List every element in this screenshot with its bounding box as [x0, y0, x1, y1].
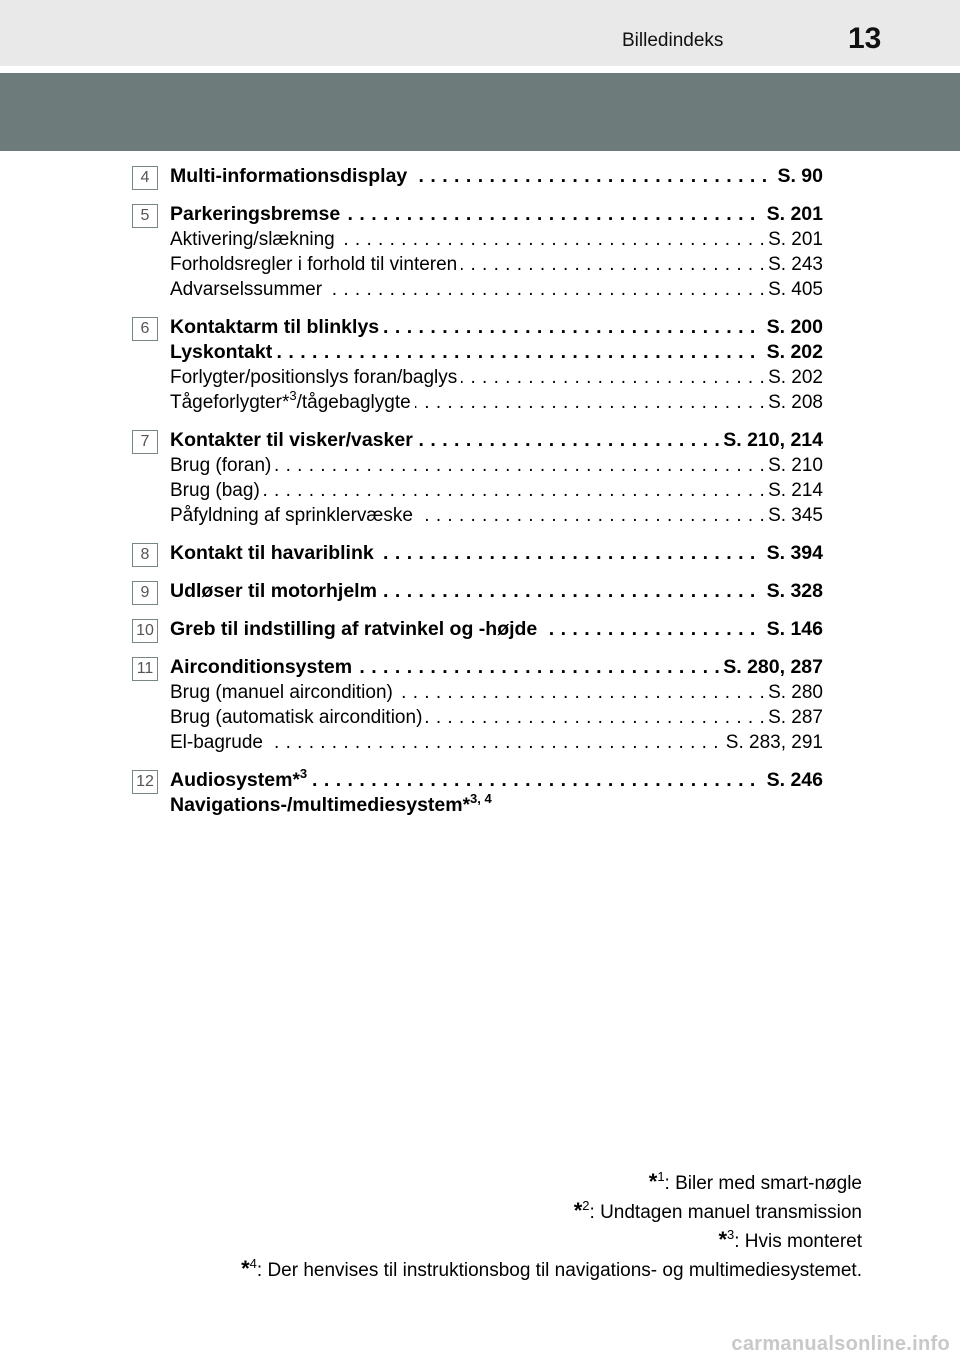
entry-label — [170, 541, 378, 566]
index-group — [0, 655, 960, 755]
entry-label — [170, 227, 339, 252]
index-group — [0, 202, 960, 302]
entry-label-text: Aktivering/slækning — [170, 229, 335, 250]
footnote-number: 1 — [657, 1168, 665, 1184]
entry-label — [170, 655, 356, 680]
entry-label-text: Tågeforlygter — [170, 392, 282, 413]
entry-label — [170, 365, 461, 390]
footnote — [241, 1226, 862, 1255]
footnote-number: 4 — [249, 1255, 257, 1271]
entry-label — [170, 453, 275, 478]
entry-label — [170, 478, 264, 503]
page-reference[interactable]: S. 201 — [763, 202, 823, 227]
entry-label — [170, 793, 496, 818]
entry-label-text: Kontaktarm til blinklys — [170, 316, 380, 338]
index-entry-sub[interactable] — [170, 252, 823, 277]
footnote-text: : Hvis monteret — [734, 1231, 862, 1252]
callout-number-badge: 4 — [132, 166, 158, 190]
callout-number-badge: 5 — [132, 204, 158, 228]
callout-number-badge: 9 — [132, 581, 158, 605]
entry-label-text: Påfyldning af sprinklervæske — [170, 505, 413, 526]
entry-label-text: Udløser til motorhjelm — [170, 580, 377, 602]
footnote-star: * — [241, 1256, 250, 1281]
index-entry-sub[interactable] — [170, 705, 823, 730]
entry-label — [170, 730, 267, 755]
index-group — [0, 768, 960, 818]
index-entry-main[interactable] — [170, 617, 823, 642]
header-band — [0, 73, 960, 151]
index-group — [0, 579, 960, 604]
entry-label-text: Audiosystem — [170, 769, 293, 791]
entry-label-text: Airconditionsystem — [170, 656, 353, 678]
footnote-ref: 3 — [289, 390, 297, 403]
entry-label — [170, 503, 417, 528]
page-reference[interactable]: S. 345 — [764, 503, 823, 528]
entry-label — [170, 705, 426, 730]
entry-label — [170, 680, 397, 705]
page-reference[interactable]: S. 202 — [763, 340, 823, 365]
footnote-text: : Biler med smart-nøgle — [664, 1173, 862, 1194]
section-title: Billedindeks — [622, 30, 724, 51]
index-entry-main[interactable] — [170, 202, 823, 227]
entry-label-text: Advarselssummer — [170, 279, 323, 300]
entry-label-text: Navigations-/multimediesystem — [170, 794, 463, 816]
footnote — [241, 1168, 862, 1197]
index-entry-sub[interactable] — [170, 453, 823, 478]
callout-number-badge: 11 — [132, 657, 158, 681]
entry-label-text: Kontakter til visker/vasker — [170, 429, 413, 451]
index-entry-main[interactable] — [170, 655, 823, 680]
entry-label — [170, 428, 417, 453]
entry-label — [170, 252, 461, 277]
index-entry-sub[interactable] — [170, 277, 823, 302]
index-entry-main[interactable] — [170, 164, 823, 189]
entry-label — [170, 315, 383, 340]
entry-label — [170, 768, 311, 793]
entry-label-text: Lyskontakt — [170, 341, 273, 363]
entry-label — [170, 277, 326, 302]
footnote-star: * — [281, 392, 290, 413]
page-reference[interactable]: S. 200 — [763, 315, 823, 340]
index-group — [0, 315, 960, 415]
page-reference[interactable]: S. 394 — [763, 541, 823, 566]
page-reference[interactable]: S. 328 — [763, 579, 823, 604]
index-group — [0, 164, 960, 189]
index-entry-main[interactable] — [170, 315, 823, 340]
index-entry-main[interactable] — [170, 768, 823, 793]
page-reference[interactable]: S. 243 — [764, 252, 823, 277]
page-reference[interactable]: S. 405 — [764, 277, 823, 302]
header-strip — [0, 0, 960, 66]
index-entry-sub[interactable] — [170, 390, 823, 415]
index-entry-main[interactable] — [170, 428, 823, 453]
index-entry-sub[interactable] — [170, 680, 823, 705]
entry-label-text: Forholdsregler i forhold til vinteren — [170, 254, 458, 275]
entry-label-text: El-bagrude — [170, 732, 263, 753]
entry-label-text: Brug (automatisk aircondition) — [170, 707, 423, 728]
entry-label — [170, 617, 541, 642]
entry-label — [170, 579, 381, 604]
index-entry-main[interactable] — [170, 793, 823, 818]
footnote-star: * — [292, 770, 300, 791]
entry-label-text: Brug (foran) — [170, 455, 272, 476]
footnote — [241, 1255, 862, 1284]
watermark: carmanualsonline.info — [731, 1333, 950, 1355]
index-entry-sub[interactable] — [170, 503, 823, 528]
footnotes — [241, 1168, 862, 1284]
page-reference[interactable]: S. 146 — [763, 617, 823, 642]
footnote-text: : Undtagen manuel transmission — [589, 1202, 862, 1223]
page-reference[interactable]: S. 280, 287 — [719, 655, 823, 680]
index-entries — [0, 164, 960, 831]
entry-label-text: Greb til indstilling af ratvinkel og -højde — [170, 618, 538, 640]
callout-number-badge: 10 — [132, 619, 158, 643]
callout-number-badge: 6 — [132, 317, 158, 341]
index-entry-sub[interactable] — [170, 227, 823, 252]
footnote-star: * — [462, 795, 470, 816]
page-reference[interactable]: S. 201 — [764, 227, 823, 252]
page-reference[interactable]: S. 214 — [764, 478, 823, 503]
footnote-text: : Der henvises til instruktionsbog til navigations- og multimediesystemet. — [256, 1260, 862, 1281]
page-reference[interactable]: S. 90 — [773, 164, 823, 189]
index-entry-main[interactable] — [170, 579, 823, 604]
entry-label — [170, 340, 276, 365]
page-reference[interactable]: S. 287 — [764, 705, 823, 730]
footnote-star: * — [573, 1198, 583, 1223]
index-entry-sub[interactable] — [170, 478, 823, 503]
footnote-number: 2 — [582, 1197, 590, 1213]
page-reference[interactable]: S. 280 — [764, 680, 823, 705]
entry-label-text: Parkeringsbremse — [170, 203, 341, 225]
footnote-ref: 3, 4 — [470, 793, 492, 806]
entry-label-text: Forlygter/positionslys foran/baglys — [170, 367, 458, 388]
page-reference[interactable]: S. 202 — [764, 365, 823, 390]
footnote-star: * — [648, 1169, 658, 1194]
page-reference[interactable]: S. 208 — [764, 390, 823, 415]
page-reference[interactable]: S. 246 — [763, 768, 823, 793]
index-entry-main[interactable] — [170, 340, 823, 365]
footnote-star: * — [718, 1227, 727, 1252]
callout-number-badge: 12 — [132, 770, 158, 794]
index-entry-main[interactable] — [170, 541, 823, 566]
index-entry-sub[interactable] — [170, 365, 823, 390]
entry-label — [170, 164, 411, 189]
footnote — [241, 1197, 862, 1226]
page-number: 13 — [848, 22, 882, 55]
index-entry-sub[interactable] — [170, 730, 823, 755]
footnote-number: 3 — [727, 1226, 735, 1242]
page-reference[interactable]: S. 283, 291 — [722, 730, 823, 755]
entry-label-text: Brug (bag) — [170, 480, 260, 501]
entry-label-text: Kontakt til havariblink — [170, 542, 374, 564]
index-group — [0, 541, 960, 566]
entry-label-text: Multi-informationsdisplay — [170, 165, 408, 187]
entry-label — [170, 390, 415, 415]
page-reference[interactable]: S. 210, 214 — [719, 428, 823, 453]
callout-number-badge: 8 — [132, 543, 158, 567]
index-group — [0, 617, 960, 642]
footnote-ref: 3 — [299, 768, 308, 781]
entry-label — [170, 202, 344, 227]
callout-number-badge: 7 — [132, 430, 158, 454]
index-group — [0, 428, 960, 528]
entry-label-text: Brug (manuel aircondition) — [170, 682, 393, 703]
entry-label-suffix: /tågebaglygte — [296, 392, 411, 413]
page-reference[interactable]: S. 210 — [764, 453, 823, 478]
